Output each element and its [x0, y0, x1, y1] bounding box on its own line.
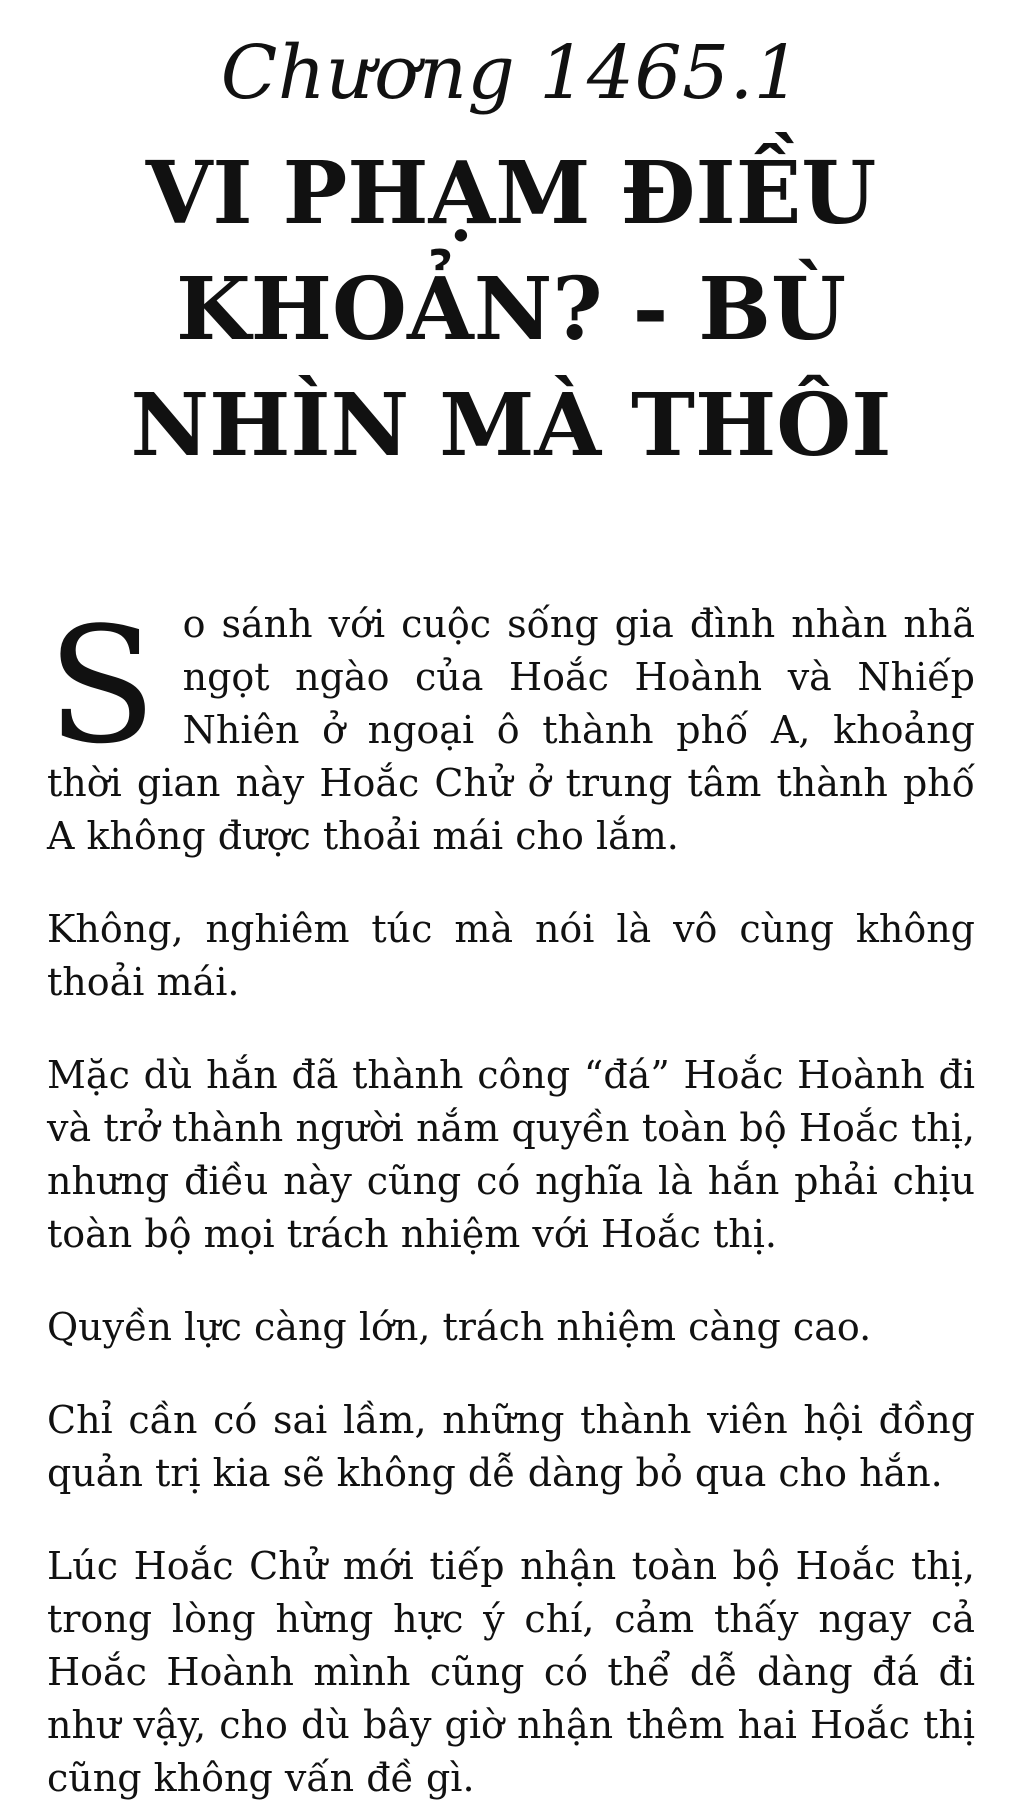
paragraph-5: Chỉ cần có sai lầm, những thành viên hội đồng quản trị kia sẽ không dễ dàng bỏ qua cho hắn.: [47, 1398, 975, 1495]
paragraph-6: Lúc Hoắc Chử mới tiếp nhận toàn bộ Hoắc thị, trong lòng hừng hực ý chí, cảm thấy ngay cả Hoắc Hoành mình cũng có thể dễ dàng đá đi như vậy, cho dù bây giờ nhận thêm hai Hoắc thị cũng không vấn đề gì.: [47, 1544, 975, 1800]
paragraph-3: Mặc dù hắn đã thành công “đá” Hoắc Hoành đi và trở thành người nắm quyền toàn bộ Hoắc thị, nhưng điều này cũng có nghĩa là hắn phải chịu toàn bộ mọi trách nhiệm với Hoắc thị.: [47, 1053, 975, 1256]
paragraph-4: Quyền lực càng lớn, trách nhiệm càng cao.: [47, 1305, 872, 1349]
drop-cap: S: [47, 592, 157, 779]
chapter-title: VI PHẠM ĐIỀU KHOẢN? - BÙ NHÌN MÀ THÔI: [130, 143, 892, 476]
paragraph-1-text: o sánh với cuộc sống gia đình nhàn nhã ngọt ngào của Hoắc Hoành và Nhiếp Nhiên ở ngoại ô thành phố A, khoảng thời gian này Hoắc Chử ở trung tâm thành phố A không được thoải mái cho lắm.: [47, 602, 975, 858]
paragraph-2: Không, nghiêm túc mà nói là vô cùng không thoải mái.: [47, 907, 975, 1004]
chapter-number: Chương 1465.1: [220, 30, 802, 116]
paragraph-1: [47, 592, 975, 863]
chapter-body: [47, 592, 975, 1805]
